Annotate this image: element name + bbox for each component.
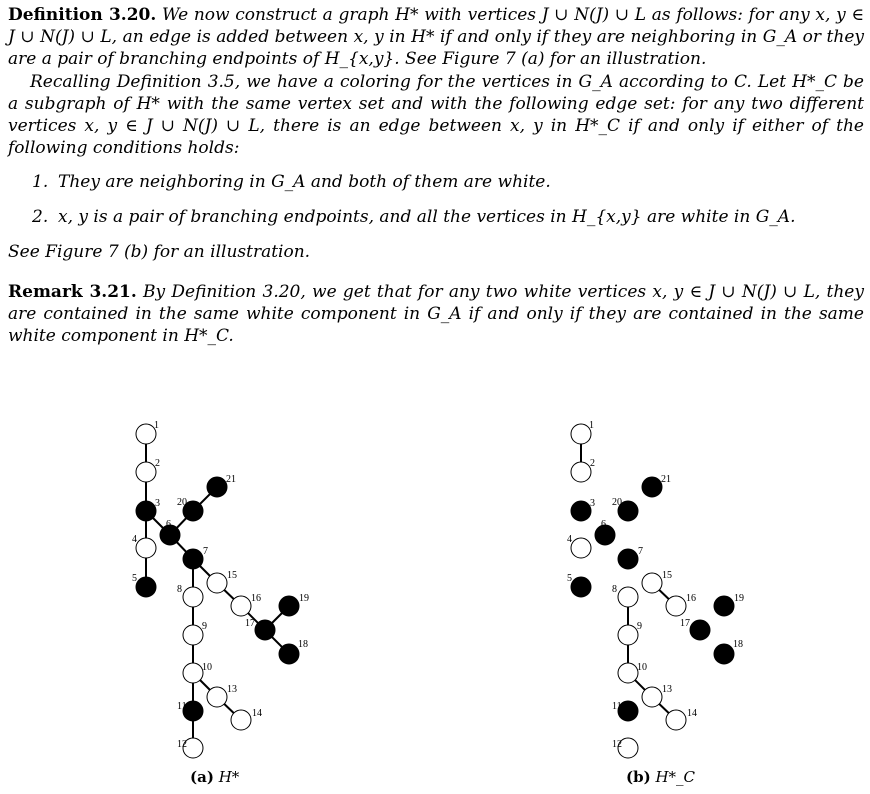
condition-item-1	[32, 171, 864, 193]
graph-vertex-4	[136, 538, 156, 558]
remark-label: Remark 3.21.	[8, 281, 137, 302]
vertex-label-21: 21	[226, 474, 236, 485]
vertex-label-13: 13	[662, 684, 672, 695]
graph-vertex-10	[618, 663, 638, 683]
paper-page	[8, 4, 864, 347]
vertex-label-6: 6	[601, 519, 606, 530]
vertex-label-4: 4	[567, 534, 572, 545]
graph-vertex-1	[136, 424, 156, 444]
graph-vertex-5	[136, 577, 156, 597]
vertex-label-14: 14	[252, 708, 262, 719]
condition-text: x, y is a pair of branching endpoints, and all the vertices in H_{x,y} are white in G_A.	[58, 207, 796, 228]
graph-vertex-7	[618, 549, 638, 569]
vertex-label-15: 15	[662, 570, 672, 581]
graph-vertex-3	[136, 501, 156, 521]
vertex-label-15: 15	[227, 570, 237, 581]
graph-vertex-14	[231, 710, 251, 730]
graph-h-star-c	[535, 398, 795, 764]
conditions-list	[8, 171, 864, 228]
graph-vertex-13	[207, 687, 227, 707]
vertex-label-12: 12	[177, 739, 187, 750]
vertex-label-5: 5	[567, 573, 572, 584]
vertex-label-3: 3	[155, 498, 160, 509]
vertex-label-16: 16	[686, 593, 696, 604]
figure-reference: See Figure 7 (b) for an illustration.	[8, 242, 311, 263]
vertex-label-6: 6	[166, 519, 171, 530]
graph-vertex-10	[183, 663, 203, 683]
graph-vertex-18	[279, 644, 299, 664]
vertex-label-8: 8	[177, 584, 182, 595]
graph-vertex-1	[571, 424, 591, 444]
definition-paragraph-2: Recalling Definition 3.5, we have a coloring for the vertices in G_A according to C. Let H*_C be a subgraph of H* with the same vertex set and with the following edge set: for any two different vertices x, y ∈ J ∪ N(J) ∪ L, there is an edge between x, y in H*_C if and only if either of the following conditions holds:	[8, 71, 864, 159]
graph-vertex-19	[279, 596, 299, 616]
caption-math: H*_C	[655, 768, 696, 786]
remark-text: By Definition 3.20, we get that for any two white vertices x, y ∈ J ∪ N(J) ∪ L, they are contained in the same white component in G_A if and only if they are contained in the same white component in H*_C.	[8, 281, 864, 347]
graph-vertex-7	[183, 549, 203, 569]
vertex-label-4: 4	[132, 534, 137, 545]
graph-vertex-3	[571, 501, 591, 521]
graph-vertex-17	[255, 620, 275, 640]
vertex-label-17: 17	[680, 618, 690, 629]
graph-vertex-15	[642, 573, 662, 593]
remark-paragraph	[8, 281, 864, 348]
figure-a	[100, 398, 360, 768]
vertex-label-5: 5	[132, 573, 137, 584]
vertex-label-12: 12	[612, 739, 622, 750]
graph-vertex-4	[571, 538, 591, 558]
vertex-label-19: 19	[299, 593, 309, 604]
graph-vertex-16	[231, 596, 251, 616]
graph-vertex-9	[618, 625, 638, 645]
graph-vertex-14	[666, 710, 686, 730]
vertex-label-11: 11	[177, 701, 187, 712]
vertex-label-11: 11	[612, 701, 622, 712]
graph-vertex-13	[642, 687, 662, 707]
vertex-label-20: 20	[612, 497, 622, 508]
graph-vertex-21	[207, 477, 227, 497]
graph-vertex-2	[571, 462, 591, 482]
vertex-label-16: 16	[251, 593, 261, 604]
vertex-label-2: 2	[590, 458, 595, 469]
figure-b	[535, 398, 795, 768]
vertex-label-18: 18	[733, 639, 743, 650]
vertex-label-7: 7	[203, 546, 208, 557]
graph-vertex-16	[666, 596, 686, 616]
condition-number: 1.	[32, 172, 49, 193]
caption-label: (b)	[626, 768, 651, 786]
graph-vertex-21	[642, 477, 662, 497]
vertex-label-21: 21	[661, 474, 671, 485]
definition-paragraph-1	[8, 4, 864, 71]
graph-vertex-17	[690, 620, 710, 640]
figure-a-caption	[190, 768, 239, 786]
graph-vertex-15	[207, 573, 227, 593]
figure-b-caption	[626, 768, 695, 786]
vertex-label-1: 1	[589, 420, 594, 431]
graph-vertex-2	[136, 462, 156, 482]
condition-text: They are neighboring in G_A and both of them are white.	[58, 172, 551, 193]
vertex-label-8: 8	[612, 584, 617, 595]
vertex-label-18: 18	[298, 639, 308, 650]
graph-vertex-5	[571, 577, 591, 597]
graph-vertex-19	[714, 596, 734, 616]
vertex-label-7: 7	[638, 546, 643, 557]
vertex-label-2: 2	[155, 458, 160, 469]
vertex-label-10: 10	[637, 662, 647, 673]
vertex-label-19: 19	[734, 593, 744, 604]
vertex-label-17: 17	[245, 618, 255, 629]
vertex-label-20: 20	[177, 497, 187, 508]
condition-number: 2.	[32, 207, 49, 228]
vertex-label-1: 1	[154, 420, 159, 431]
definition-label: Definition 3.20.	[8, 5, 157, 25]
vertex-label-13: 13	[227, 684, 237, 695]
vertex-label-9: 9	[637, 621, 642, 632]
graph-h-star	[100, 398, 360, 764]
vertex-label-10: 10	[202, 662, 212, 673]
vertex-label-9: 9	[202, 621, 207, 632]
graph-vertex-18	[714, 644, 734, 664]
graph-vertex-9	[183, 625, 203, 645]
caption-math: H*	[218, 768, 240, 786]
definition-text-1: We now construct a graph H* with vertices J ∪ N(J) ∪ L as follows: for any x, y ∈ J ∪ N(J) ∪ L, an edge is added between x, y in H* if and only if they are neighboring in G_A or they are a pair of branching endpoints of H_{x,y}. See Figure 7 (a) for an illustration.	[8, 5, 865, 70]
condition-item-2	[32, 206, 864, 228]
vertex-label-3: 3	[590, 498, 595, 509]
graph-vertex-8	[618, 587, 638, 607]
vertex-label-14: 14	[687, 708, 697, 719]
graph-vertex-8	[183, 587, 203, 607]
caption-label: (a)	[190, 768, 214, 786]
